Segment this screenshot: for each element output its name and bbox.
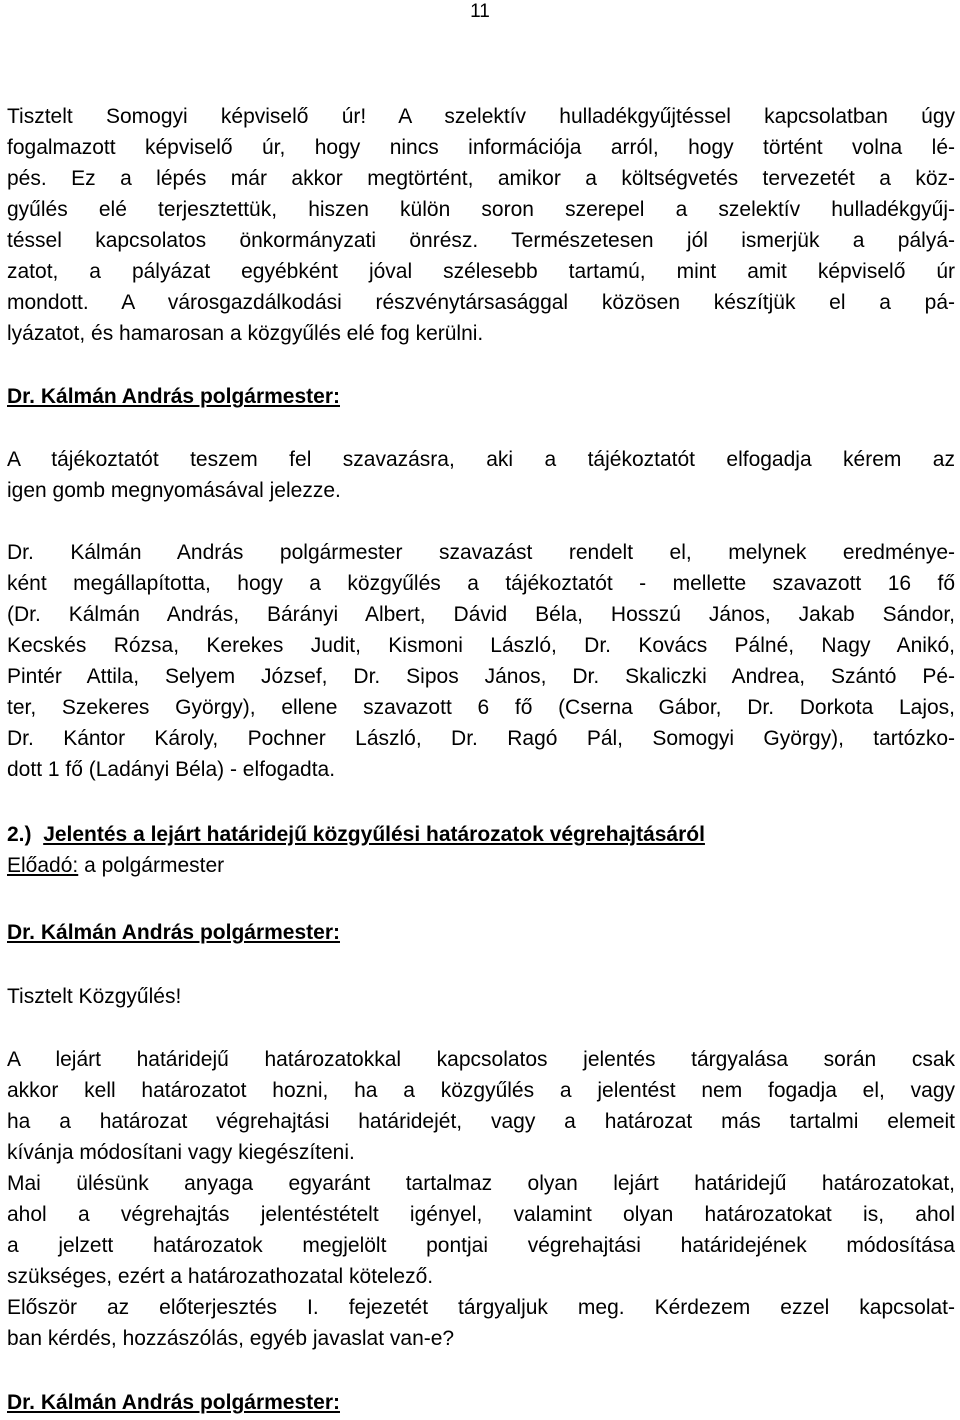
speaker-heading: Dr. Kálmán András polgármester: [7,385,340,408]
body-line: szükséges, ezért a határozathozatal kötelező. [7,1265,434,1288]
presenter-label: Előadó: [7,854,79,877]
vote-line: Kecskés Rózsa, Kerekes Judit, Kismoni László, Dr. Kovács Pálné, Nagy Anikó, [7,634,955,657]
body-line: Mai ülésünk anyaga egyaránt tartalmaz olyan lejárt határidejű határozatokat, [7,1172,955,1195]
agenda-number: 2.) [7,823,32,846]
body-line: fogalmazott képviselő úr, hogy nincs információja arról, hogy történt volna lé- [7,136,955,159]
page-number: 11 [470,1,490,22]
body-line: gyűlés elé terjesztettük, hiszen külön soron szerepel a szelektív hulladékgyűj- [7,198,955,221]
body-line: A lejárt határidejű határozatokkal kapcsolatos jelentés tárgyalása során csak [7,1048,955,1071]
body-line: A tájékoztatót teszem fel szavazásra, aki a tájékoztatót elfogadja kérem az [7,448,955,471]
vote-line: Pintér Attila, Selyem József, Dr. Sipos János, Dr. Skaliczki Andrea, Szántó Pé- [7,665,955,688]
body-line: Először az előterjesztés I. fejezetét tárgyaljuk meg. Kérdezem ezzel kapcsolat- [7,1296,955,1319]
agenda-presenter [7,853,955,879]
body-line: lyázatot, és hamarosan a közgyűlés elé fog kerülni. [7,322,484,345]
agenda-item-heading [7,822,955,848]
speaker-heading: Dr. Kálmán András polgármester: [7,921,340,944]
body-line: téssel kapcsolatos önkormányzati önrész. Természetesen jól ismerjük a pályá- [7,229,955,252]
vote-line: (Dr. Kálmán András, Bárányi Albert, Dávid Béla, Hosszú János, Jakab Sándor, [7,603,955,626]
speaker-heading: Dr. Kálmán András polgármester: [7,1391,340,1414]
vote-line: ter, Szekeres György), ellene szavazott 6 fő (Cserna Gábor, Dr. Dorkota Lajos, [7,696,955,719]
body-line: a jelzett határozatok megjelölt pontjai végrehajtási határidejének módosítása [7,1234,955,1257]
body-line: zatot, a pályázat egyébként jóval szélesebb tartamú, mint amit képviselő úr [7,260,955,283]
body-line: ha a határozat végrehajtási határidejét, vagy a határozat más tartalmi elemeit [7,1110,955,1133]
body-line: Tisztelt Somogyi képviselő úr! A szelektív hulladékgyűjtéssel kapcsolatban úgy [7,105,955,128]
vote-line: ként megállapította, hogy a közgyűlés a tájékoztatót - mellette szavazott 16 fő [7,572,955,595]
vote-line: dott 1 fő (Ladányi Béla) - elfogadta. [7,758,336,781]
body-line: kívánja módosítani vagy kiegészíteni. [7,1141,355,1164]
body-line: mondott. A városgazdálkodási részvénytársasággal közösen készítjük el a pá- [7,291,955,314]
body-line: ahol a végrehajtás jelentéstételt igényel, valamint olyan határozatokat is, ahol [7,1203,955,1226]
body-line: pés. Ez a lépés már akkor megtörtént, amikor a költségvetés tervezetét a köz- [7,167,955,190]
vote-line: Dr. Kántor Károly, Pochner László, Dr. Ragó Pál, Somogyi György), tartózko- [7,727,955,750]
body-line: igen gomb megnyomásával jelezze. [7,479,341,502]
vote-line: Dr. Kálmán András polgármester szavazást rendelt el, melynek eredménye- [7,541,955,564]
body-line: akkor kell határozatot hozni, ha a közgyűlés a jelentést nem fogadja el, vagy [7,1079,955,1102]
body-line: ban kérdés, hozzászólás, egyéb javaslat van-e? [7,1327,455,1350]
agenda-title: Jelentés a lejárt határidejű közgyűlési határozatok végrehajtásáról [43,823,705,846]
salutation: Tisztelt Közgyűlés! [7,985,182,1008]
presenter-value: a polgármester [78,854,225,877]
